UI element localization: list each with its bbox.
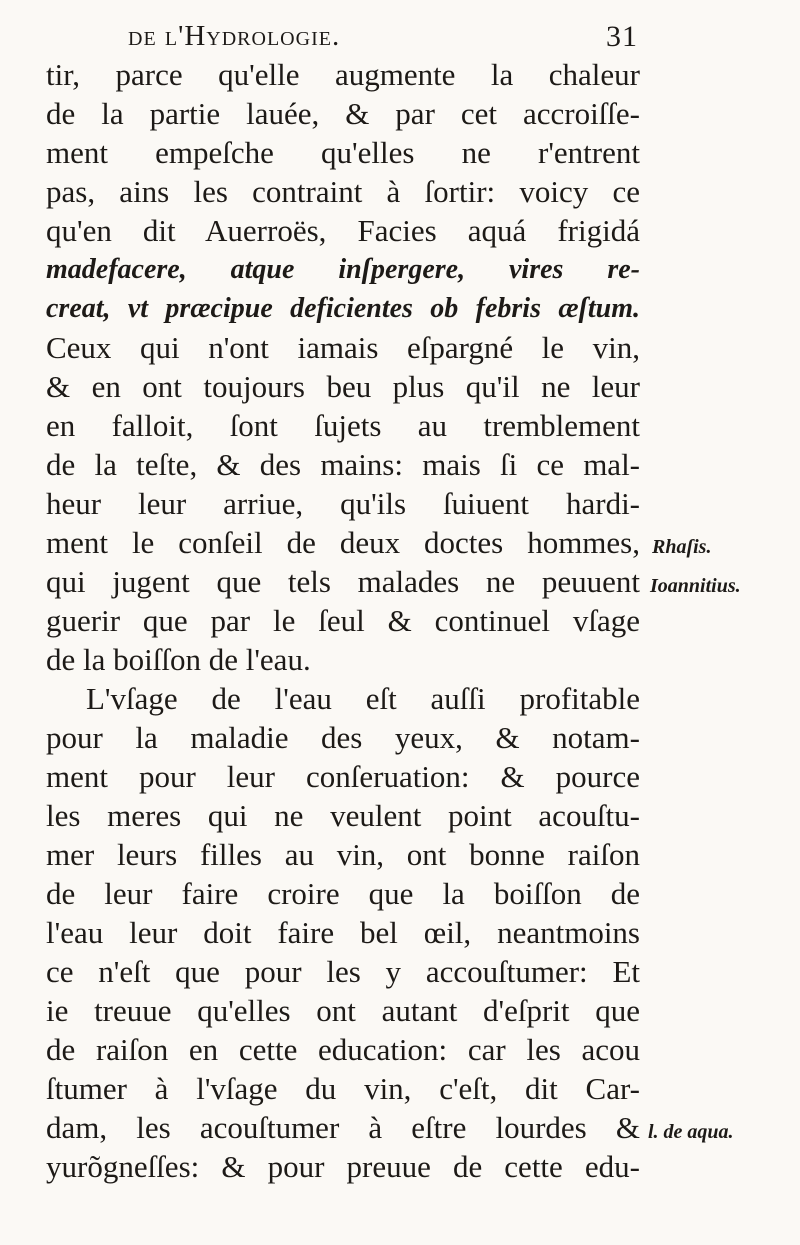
text-line: en falloit, ſont ſujets au tremblement bbox=[46, 408, 640, 443]
margin-note-rhasis: Rhaſis. bbox=[652, 536, 712, 558]
text-line: de la partie lauée, & par cet accroiſſe- bbox=[46, 96, 640, 131]
running-title: de l'Hydrologie. bbox=[128, 20, 341, 52]
text-line: l'eau leur doit faire bel œil, neantmoins bbox=[46, 915, 640, 950]
text-line: ment empeſche qu'elles ne r'entrent bbox=[46, 135, 640, 170]
text-line: de leur faire croire que la boiſſon de bbox=[46, 876, 640, 911]
text-line: ſtumer à l'vſage du vin, c'eſt, dit Car- bbox=[46, 1071, 640, 1106]
text-line: guerir que par le ſeul & continuel vſage bbox=[46, 603, 640, 638]
margin-note-de-aqua: l. de aqua. bbox=[648, 1121, 734, 1143]
text-line: heur leur arriue, qu'ils ſuiuent hardi- bbox=[46, 486, 640, 521]
text-line: les meres qui ne veulent point acouſtu- bbox=[46, 798, 640, 833]
page-number: 31 bbox=[606, 20, 638, 53]
text-line: pas, ains les contraint à ſortir: voicy ce bbox=[46, 174, 640, 209]
text-line: tir, parce qu'elle augmente la chaleur bbox=[46, 57, 640, 92]
text-line: pour la maladie des yeux, & notam- bbox=[46, 720, 640, 755]
text-line: de la teſte, & des mains: mais ſi ce mal- bbox=[46, 447, 640, 482]
text-line: madefacere, atque inſpergere, vires re- bbox=[46, 254, 640, 285]
text-line: mer leurs filles au vin, ont bonne raiſon bbox=[46, 837, 640, 872]
text-line: L'vſage de l'eau eſt auſſi profitable bbox=[86, 681, 640, 716]
text-line: creat, vt præcipue deficientes ob febris æſtum. bbox=[46, 293, 640, 324]
text-line: Ceux qui n'ont iamais eſpargné le vin, bbox=[46, 330, 640, 365]
text-line: de raiſon en cette education: car les acou bbox=[46, 1032, 640, 1067]
text-line: de la boiſſon de l'eau. bbox=[46, 642, 311, 677]
text-line: ce n'eſt que pour les y accouſtumer: Et bbox=[46, 954, 640, 989]
text-line: yurõgneſſes: & pour preuue de cette edu- bbox=[46, 1149, 640, 1184]
text-line: qui jugent que tels malades ne peuuent bbox=[46, 564, 640, 599]
text-line: qu'en dit Auerroës, Facies aquá frigidá bbox=[46, 213, 640, 248]
text-line: dam, les acouſtumer à eſtre lourdes & bbox=[46, 1110, 640, 1145]
text-line: ment le conſeil de deux doctes hommes, bbox=[46, 525, 640, 560]
text-line: ment pour leur conſeruation: & pource bbox=[46, 759, 640, 794]
margin-note-ioannitius: Ioannitius. bbox=[650, 575, 741, 597]
text-line: & en ont toujours beu plus qu'il ne leur bbox=[46, 369, 640, 404]
text-line: ie treuue qu'elles ont autant d'eſprit que bbox=[46, 993, 640, 1028]
